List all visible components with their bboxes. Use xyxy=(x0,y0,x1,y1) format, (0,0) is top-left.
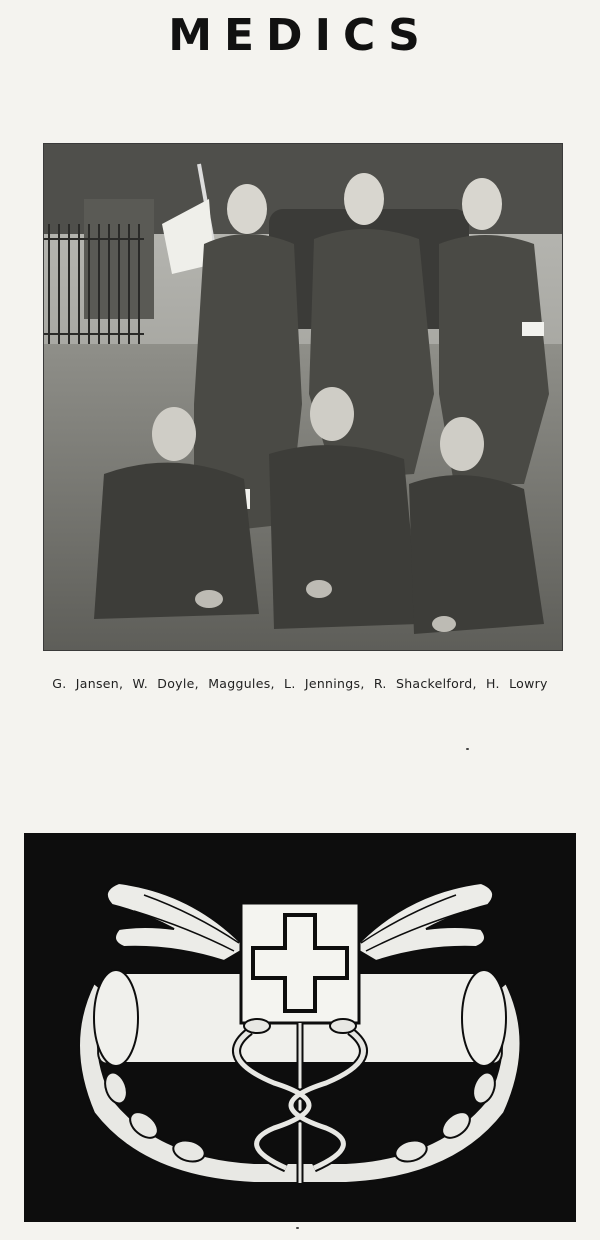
combat-medical-badge xyxy=(24,833,576,1222)
combat-medical-badge-illustration xyxy=(24,833,576,1222)
group-photo-illustration xyxy=(44,144,562,650)
page-title: MEDICS xyxy=(168,10,432,61)
print-speck xyxy=(466,748,469,750)
group-photo xyxy=(43,143,563,651)
photo-caption: G. Jansen, W. Doyle, Maggules, L. Jennings, R. Shackelford, H. Lowry xyxy=(52,676,548,691)
print-speck xyxy=(296,1227,299,1229)
